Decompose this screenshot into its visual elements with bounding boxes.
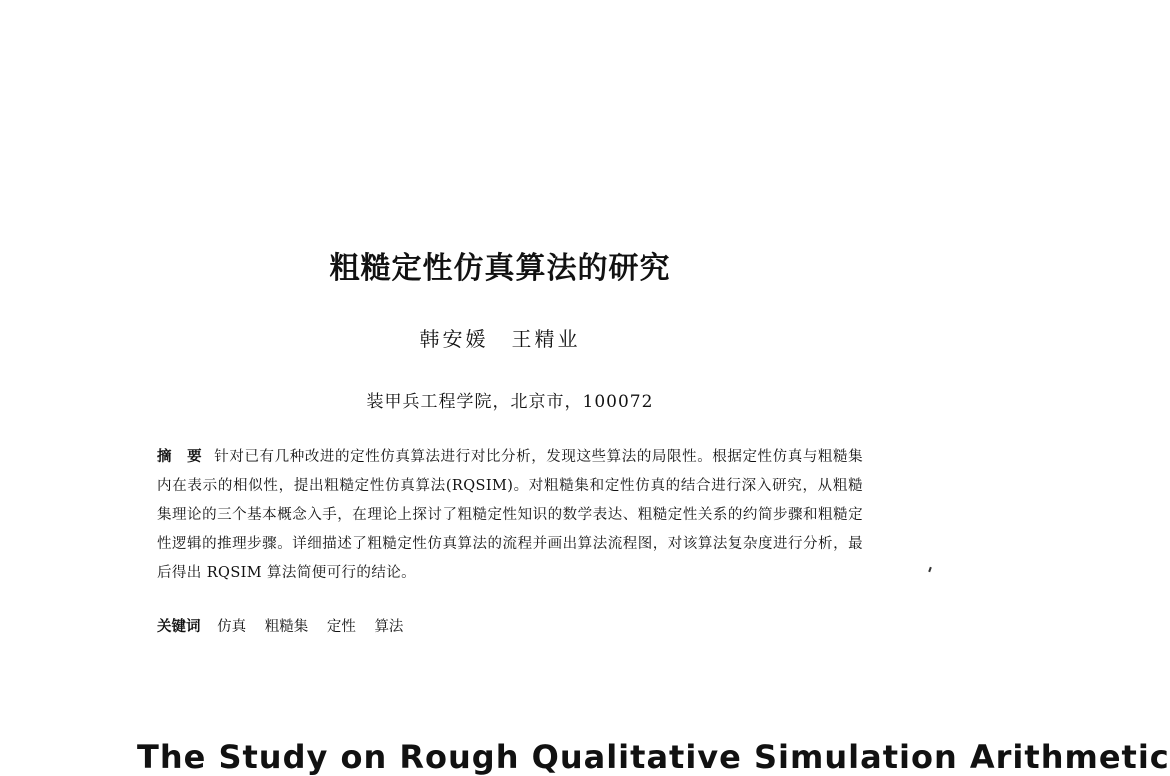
- keywords-block: [157, 616, 417, 638]
- keyword-item: 算法: [374, 619, 404, 635]
- abstract-label: 摘 要: [157, 449, 203, 465]
- english-title: The Study on Rough Qualitative Simulation Arithmetic: [137, 738, 1170, 776]
- paper-affiliation: 装甲兵工程学院，北京市，100072: [366, 392, 654, 412]
- keyword-item: 仿真: [217, 619, 247, 635]
- scan-speck: [928, 567, 932, 572]
- abstract-block: [157, 443, 863, 588]
- keyword-item: 定性: [326, 619, 356, 635]
- keywords-label: 关键词: [157, 619, 201, 635]
- keyword-item: 粗糙集: [264, 619, 309, 635]
- abstract-text: 针对已有几种改进的定性仿真算法进行对比分析，发现这些算法的局限性。根据定性仿真与粗糙集内在表示的相似性，提出粗糙定性仿真算法(RQSIM)。对粗糙集和定性仿真的结合进行深入研究，从粗糙集理论的三个基本概念入手，在理论上探讨了粗糙定性知识的数学表达、粗糙定性关系的约简步骤和粗糙定性逻辑的推理步骤。详细描述了粗糙定性仿真算法的流程并画出算法流程图，对该算法复杂度进行分析，最后得出 RQSIM 算法简便可行的结论。: [157, 449, 863, 581]
- paper-title: 粗糙定性仿真算法的研究: [329, 251, 671, 286]
- paper-authors: 韩安媛 王精业: [419, 327, 581, 351]
